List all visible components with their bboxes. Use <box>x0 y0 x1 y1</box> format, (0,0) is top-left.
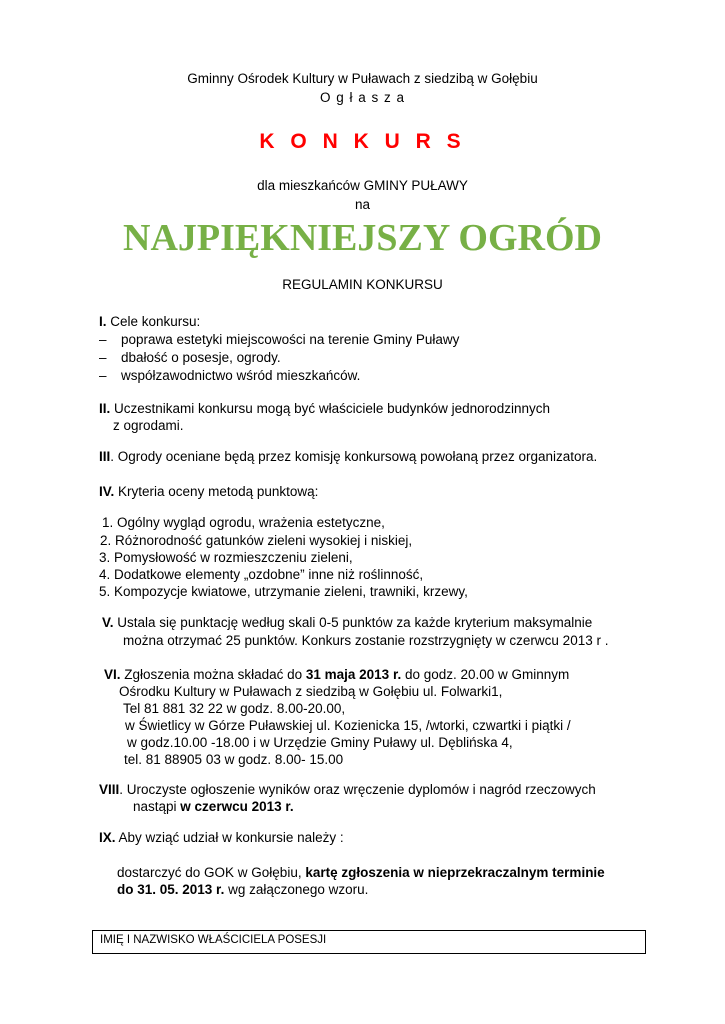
section-6-line-2: Ośrodku Kultury w Puławach z siedzibą w Gołębiu ul. Folwarki1, <box>119 684 503 699</box>
section-6-line-6: tel. 81 88905 03 w godz. 8.00- 15.00 <box>124 752 344 767</box>
section-1-heading <box>99 313 200 330</box>
section-6-line-1 <box>104 666 569 683</box>
section-3-text: . Ogrody oceniane będą przez komisję konkursową powołaną przez organizatora. <box>110 449 598 464</box>
section-9-number: IX. <box>99 830 116 845</box>
owner-name-field[interactable] <box>92 930 646 954</box>
deadline-date: 31 maja 2013 r. <box>305 667 402 682</box>
dash-bullet: – <box>99 332 107 347</box>
section-8-number: VIII <box>99 782 120 797</box>
residents-line: dla mieszkańców GMINY PUŁAWY <box>257 178 468 193</box>
section-6-text-a: Zgłoszenia można składać do <box>120 667 306 682</box>
konkurs-heading: K O N K U R S <box>259 130 466 153</box>
section-3 <box>99 448 597 465</box>
section-9-text: Aby wziąć udział w konkursie należy : <box>115 830 344 845</box>
section-5-line-1 <box>102 614 592 631</box>
section-8-text: . Uroczyste ogłoszenie wyników oraz wręczenie dyplomów i nagród rzeczowych <box>119 782 596 797</box>
section-2-text: Uczestnikami konkursu mogą być właściciele budynków jednorodzinnych <box>110 401 550 416</box>
section-9-line-1 <box>99 829 344 846</box>
section-6-line-3: Tel 81 881 32 22 w godz. 8.00-20.00, <box>123 701 346 716</box>
section-5-line-2: można otrzymać 25 punktów. Konkurs zostanie rozstrzygnięty w czerwcu 2013 r . <box>123 633 609 648</box>
section-6-text-c: do godz. 20.00 w Gminnym <box>401 667 570 682</box>
section-9-text-c: wg załączonego wzoru. <box>224 882 369 897</box>
owner-name-label: IMIĘ I NAZWISKO WŁAŚCICIELA POSESJI <box>100 934 327 946</box>
goal-1: poprawa estetyki miejscowości na terenie Gminy Puławy <box>121 332 460 347</box>
announces-text: O g ł a s z a <box>319 90 406 105</box>
contest-title: NAJPIĘKNIEJSZY OGRÓD <box>123 217 602 259</box>
section-8-text-a: nastąpi <box>133 799 181 814</box>
section-5-number: V. <box>102 615 114 630</box>
criterion-4: 4. Dodatkowe elementy „ozdobne” inne niż roślinność, <box>99 567 424 582</box>
section-4-heading <box>99 483 318 500</box>
section-2-number: II. <box>99 401 111 416</box>
section-1-number: I. <box>99 314 107 329</box>
na-line: na <box>354 197 371 212</box>
organizer-name: Gminny Ośrodek Kultury w Puławach z siedzibą w Gołębiu <box>187 71 538 86</box>
goal-2: dbałość o posesje, ogrody. <box>121 350 281 365</box>
section-9-text-b: kartę zgłoszenia w nieprzekraczalnym terminie <box>305 865 605 880</box>
dash-bullet: – <box>99 368 107 383</box>
list-item <box>99 349 281 366</box>
submission-deadline: do 31. 05. 2013 r. <box>117 882 225 897</box>
section-6-line-4: w Świetlicy w Górze Puławskiej ul. Kozienicka 15, /wtorki, czwartki i piątki / <box>125 718 571 733</box>
list-item <box>99 367 360 384</box>
section-4-title: Kryteria oceny metodą punktową: <box>114 484 319 499</box>
section-8-line-2 <box>133 798 294 815</box>
section-5-text: Ustala się punktację według skali 0-5 punktów za każde kryterium maksymalnie <box>113 615 593 630</box>
section-9-line-3 <box>117 881 368 898</box>
criterion-5: 5. Kompozycje kwiatowe, utrzymanie zieleni, trawniki, krzewy, <box>99 584 468 599</box>
criterion-2: 2. Różnorodność gatunków zieleni wysokiej i niskiej, <box>100 533 413 548</box>
section-9-line-2 <box>117 864 605 881</box>
announcement-date: w czerwcu 2013 r. <box>180 799 294 814</box>
section-2-line-1 <box>99 400 550 417</box>
section-3-number: III <box>99 449 111 464</box>
dash-bullet: – <box>99 350 107 365</box>
section-8-line-1 <box>99 781 596 798</box>
section-4-number: IV. <box>99 484 115 499</box>
criterion-1: 1. Ogólny wygląd ogrodu, wrażenia estetyczne, <box>102 515 385 530</box>
goal-3: współzawodnictwo wśród mieszkańców. <box>121 368 361 383</box>
section-1-title: Cele konkursu: <box>106 314 201 329</box>
section-2-line-2: z ogrodami. <box>113 418 184 433</box>
regulations-heading: REGULAMIN KONKURSU <box>282 277 443 292</box>
section-6-number: VI. <box>104 667 121 682</box>
criterion-3: 3. Pomysłowość w rozmieszczeniu zieleni, <box>99 550 353 565</box>
list-item <box>99 331 459 348</box>
section-6-line-5: w godz.10.00 -18.00 i w Urzędzie Gminy Puławy ul. Dęblińska 4, <box>127 735 513 750</box>
section-9-text-a: dostarczyć do GOK w Gołębiu, <box>117 865 306 880</box>
